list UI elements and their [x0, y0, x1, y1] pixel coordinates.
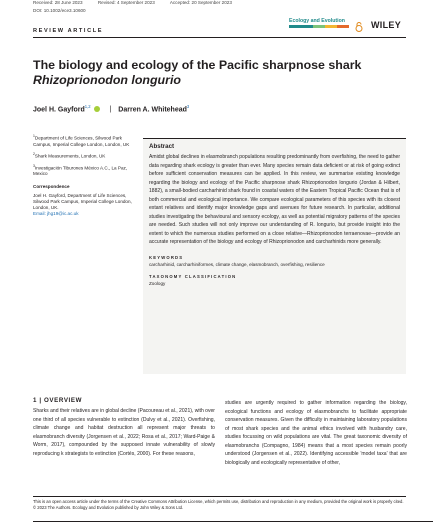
section-heading-overview: 1 | OVERVIEW: [33, 397, 83, 404]
body-column-right: [225, 399, 407, 467]
author-1[interactable]: Joel H. Gayford: [33, 106, 85, 114]
body-paragraph-right: studies are urgently required to gather information regarding the biology, ecological functions and ecology of elasmobranchs to facilitate appropriate conservation measures. Given the difficulty in maintaining laboratory populations of most shark species and the animal ethics involved with husbandry care, studies focussing on wild populations are vital. The great taxonomic diversity of elasmobranchs (Compagno, 1984) means that a most species remain poorly understood (Jorgensen et al., 2022). Identifying accessible 'model taxa' that are biologically and ecologically representative of other,: [225, 400, 407, 466]
title-line-1: The biology and ecology of the Pacific sharpnose shark: [33, 58, 362, 72]
journal-name: Ecology and Evolution: [289, 18, 345, 24]
affiliation-1: $^1$Department of Life Sciences, Silwood Park Campus, Imperial College London, London, UK: [33, 134, 130, 147]
article-title: [33, 58, 406, 88]
footer-divider: [33, 496, 406, 497]
affiliations: [33, 133, 137, 221]
abstract-text: Amidst global declines in elasmobranch populations resulting predominantly from overfishing, the need to gather data regarding shark ecology is greater than ever. Many species remain data deficient or at risk of going extinct before sufficient conservation measures can be applied. In this review, we summarise existing knowledge regarding the biology and ecology of the Pacific sharpnose shark Rhizoprionodon longurio (Jordan & Hilbert, 1882), a small-bodied carcharhinid shark found in coastal waters of the Eastern Tropical Pacific Ocean that is of both commercial and ecological importance. We compare ecological parameters of this species with its closest extant relatives and identify major knowledge gaps and avenues for future research. In particular, additional studies investigating the behavioural and sensory ecology, as well as potential migratory patterns of the species are needed. Such studies will not only improve our understanding of R. longurio, but provide insight into the extent to which the numerous studies performed on a close relative—Rhizoprionodon terraenovae—provide an accurate representation of the biology and ecology of Rhizoprionodon and carcharhinids more generally.: [149, 154, 400, 246]
author-separator: |: [109, 106, 112, 114]
header-divider: [33, 37, 406, 38]
doi-link[interactable]: DOI: 10.1002/ece3.10600: [33, 8, 86, 13]
open-access-icon: [355, 22, 363, 34]
journal-color-bar: [289, 25, 349, 28]
page-bottom-rule: [33, 521, 433, 522]
license-text: This is an open access article under the terms of the Creative Commons Attribution License, which permits use, distribution and reproduction in any medium, provided the original work is properly cited.: [33, 499, 404, 504]
keywords-heading: KEYWORDS: [149, 255, 184, 261]
taxonomy-heading: TAXONOMY CLASSIFICATION: [149, 274, 237, 280]
affiliation-2: $^2$Shark Measurements, London, UK: [33, 151, 106, 159]
title-line-2: Rhizoprionodon longurio: [33, 73, 181, 87]
abstract-heading: Abstract: [149, 143, 175, 150]
publication-dates: [33, 0, 246, 5]
author-2[interactable]: Darren A. Whitehead: [118, 106, 187, 114]
received-date: Received: 28 June 2023: [33, 0, 83, 5]
article-type: REVIEW ARTICLE: [33, 28, 104, 34]
abstract-box: [143, 138, 406, 374]
body-column-left: [33, 407, 215, 458]
author-1-affiliations[interactable]: 1,2: [84, 104, 91, 109]
author-list: [33, 104, 189, 113]
publisher-logo[interactable]: WILEY: [371, 20, 401, 30]
orcid-icon[interactable]: [94, 106, 100, 112]
body-paragraph-left: Sharks and their relatives are in global decline (Pacoureau et al., 2021), with over one third of all species vulnerable to extinction (Dulvy et al., 2021). Overfishing, climate change and habitat destruction all represent major threats to elasmobranch diversity (Jorgensen et al., 2022; Rosa et al., 2017; Ward-Paige & Worm, 2017), compounded by the supposed innate vulnerability of slowly reproducing k strategists to extinction (Cortés, 2000). For these reasons,: [33, 408, 215, 457]
correspondence-text: Joel H. Gayford, Department of Life Sciences, Silwood Park Campus, Imperial College London, London, UK. Email: jhg19@ic.ac.uk: [33, 192, 132, 217]
accepted-date: Accepted: 20 September 2023: [169, 0, 232, 5]
author-2-affiliations[interactable]: 3: [186, 104, 190, 109]
taxonomy-text: Zoology: [149, 281, 166, 287]
correspondence-heading: Correspondence: [33, 183, 70, 189]
affiliation-3: $^3$Investigación Tiburones México A.C., La Paz, Mexico: [33, 163, 128, 177]
email-link[interactable]: Email: jhg19@ic.ac.uk: [33, 211, 79, 217]
revised-date: Revised: 4 September 2023: [97, 0, 155, 5]
keywords-text: carcharhinid, carcharhiniformes, climate change, elasmobranch, overfishing, resilience: [149, 262, 325, 268]
license-footer: [33, 499, 406, 511]
copyright-text: © 2023 The Authors. Ecology and Evolution published by John Wiley & Sons Ltd.: [33, 505, 184, 510]
journal-logo[interactable]: [289, 18, 349, 29]
